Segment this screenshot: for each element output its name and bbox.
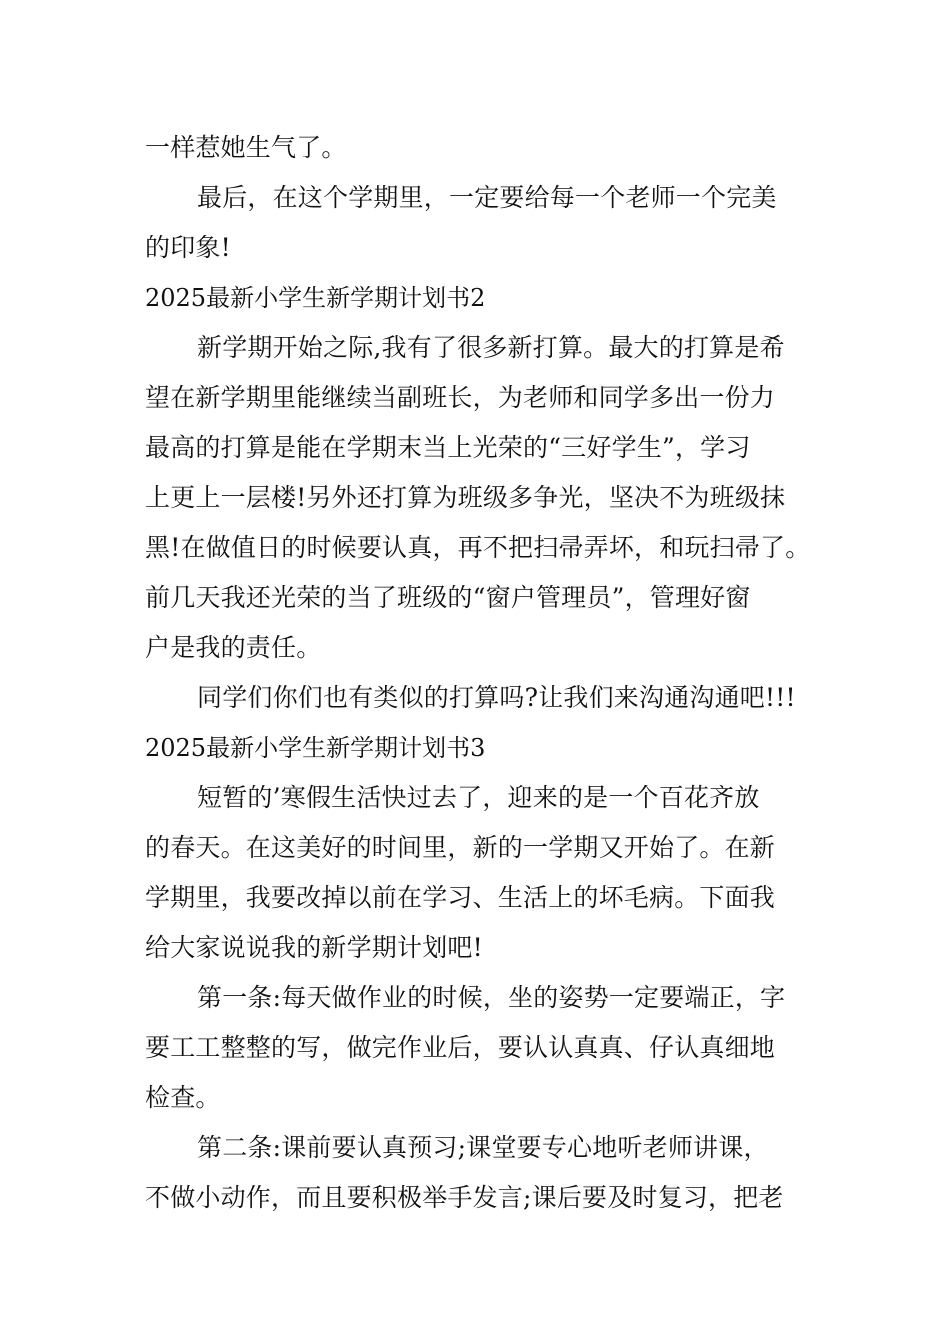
paragraph-start: 第一条:每天做作业的时候，坐的姿势一定要端正，字	[197, 983, 786, 1012]
text-line: 前几天我还光荣的当了班级的“窗户管理员”，管理好窗	[145, 583, 751, 612]
text-line: 给大家说说我的新学期计划吧!	[145, 933, 483, 962]
text-line: 学期里，我要改掉以前在学习、生活上的坏毛病。下面我	[145, 883, 776, 912]
text-line: 的春天。在这美好的时间里，新的一学期又开始了。在新	[145, 833, 776, 862]
paragraph-start: 同学们你们也有类似的打算吗?让我们来沟通沟通吧!!!	[197, 683, 796, 712]
text-line: 上更上一层楼!另外还打算为班级多争光，坚决不为班级抹	[145, 483, 786, 512]
text-line: 检查。	[145, 1083, 221, 1112]
text-line: 不做小动作，而且要积极举手发言;课后要及时复习，把老	[145, 1183, 784, 1212]
section-heading: 2025最新小学生新学期计划书2	[145, 284, 486, 312]
paragraph-start: 最后，在这个学期里，一定要给每一个老师一个完美	[197, 183, 777, 212]
text-line: 的印象!	[145, 233, 231, 262]
paragraph-start: 短暂的’寒假生活快过去了，迎来的是一个百花齐放	[197, 783, 760, 812]
text-line: 一样惹她生气了。	[145, 133, 347, 162]
text-line: 最高的打算是能在学期末当上光荣的“三好学生”，学习	[145, 433, 751, 462]
section-heading: 2025最新小学生新学期计划书3	[145, 734, 486, 762]
paragraph-start: 第二条:课前要认真预习;课堂要专心地听老师讲课，	[197, 1133, 769, 1162]
paragraph-start: 新学期开始之际,我有了很多新打算。最大的打算是希	[197, 333, 785, 362]
text-line: 户是我的责任。	[145, 633, 322, 662]
text-line: 黑!在做值日的时候要认真，再不把扫帚弄坏，和玩扫帚了。	[145, 533, 811, 562]
text-line: 望在新学期里能继续当副班长，为老师和同学多出一份力	[145, 383, 776, 412]
text-line: 要工工整整的写，做完作业后，要认认真真、仔认真细地	[145, 1033, 776, 1062]
